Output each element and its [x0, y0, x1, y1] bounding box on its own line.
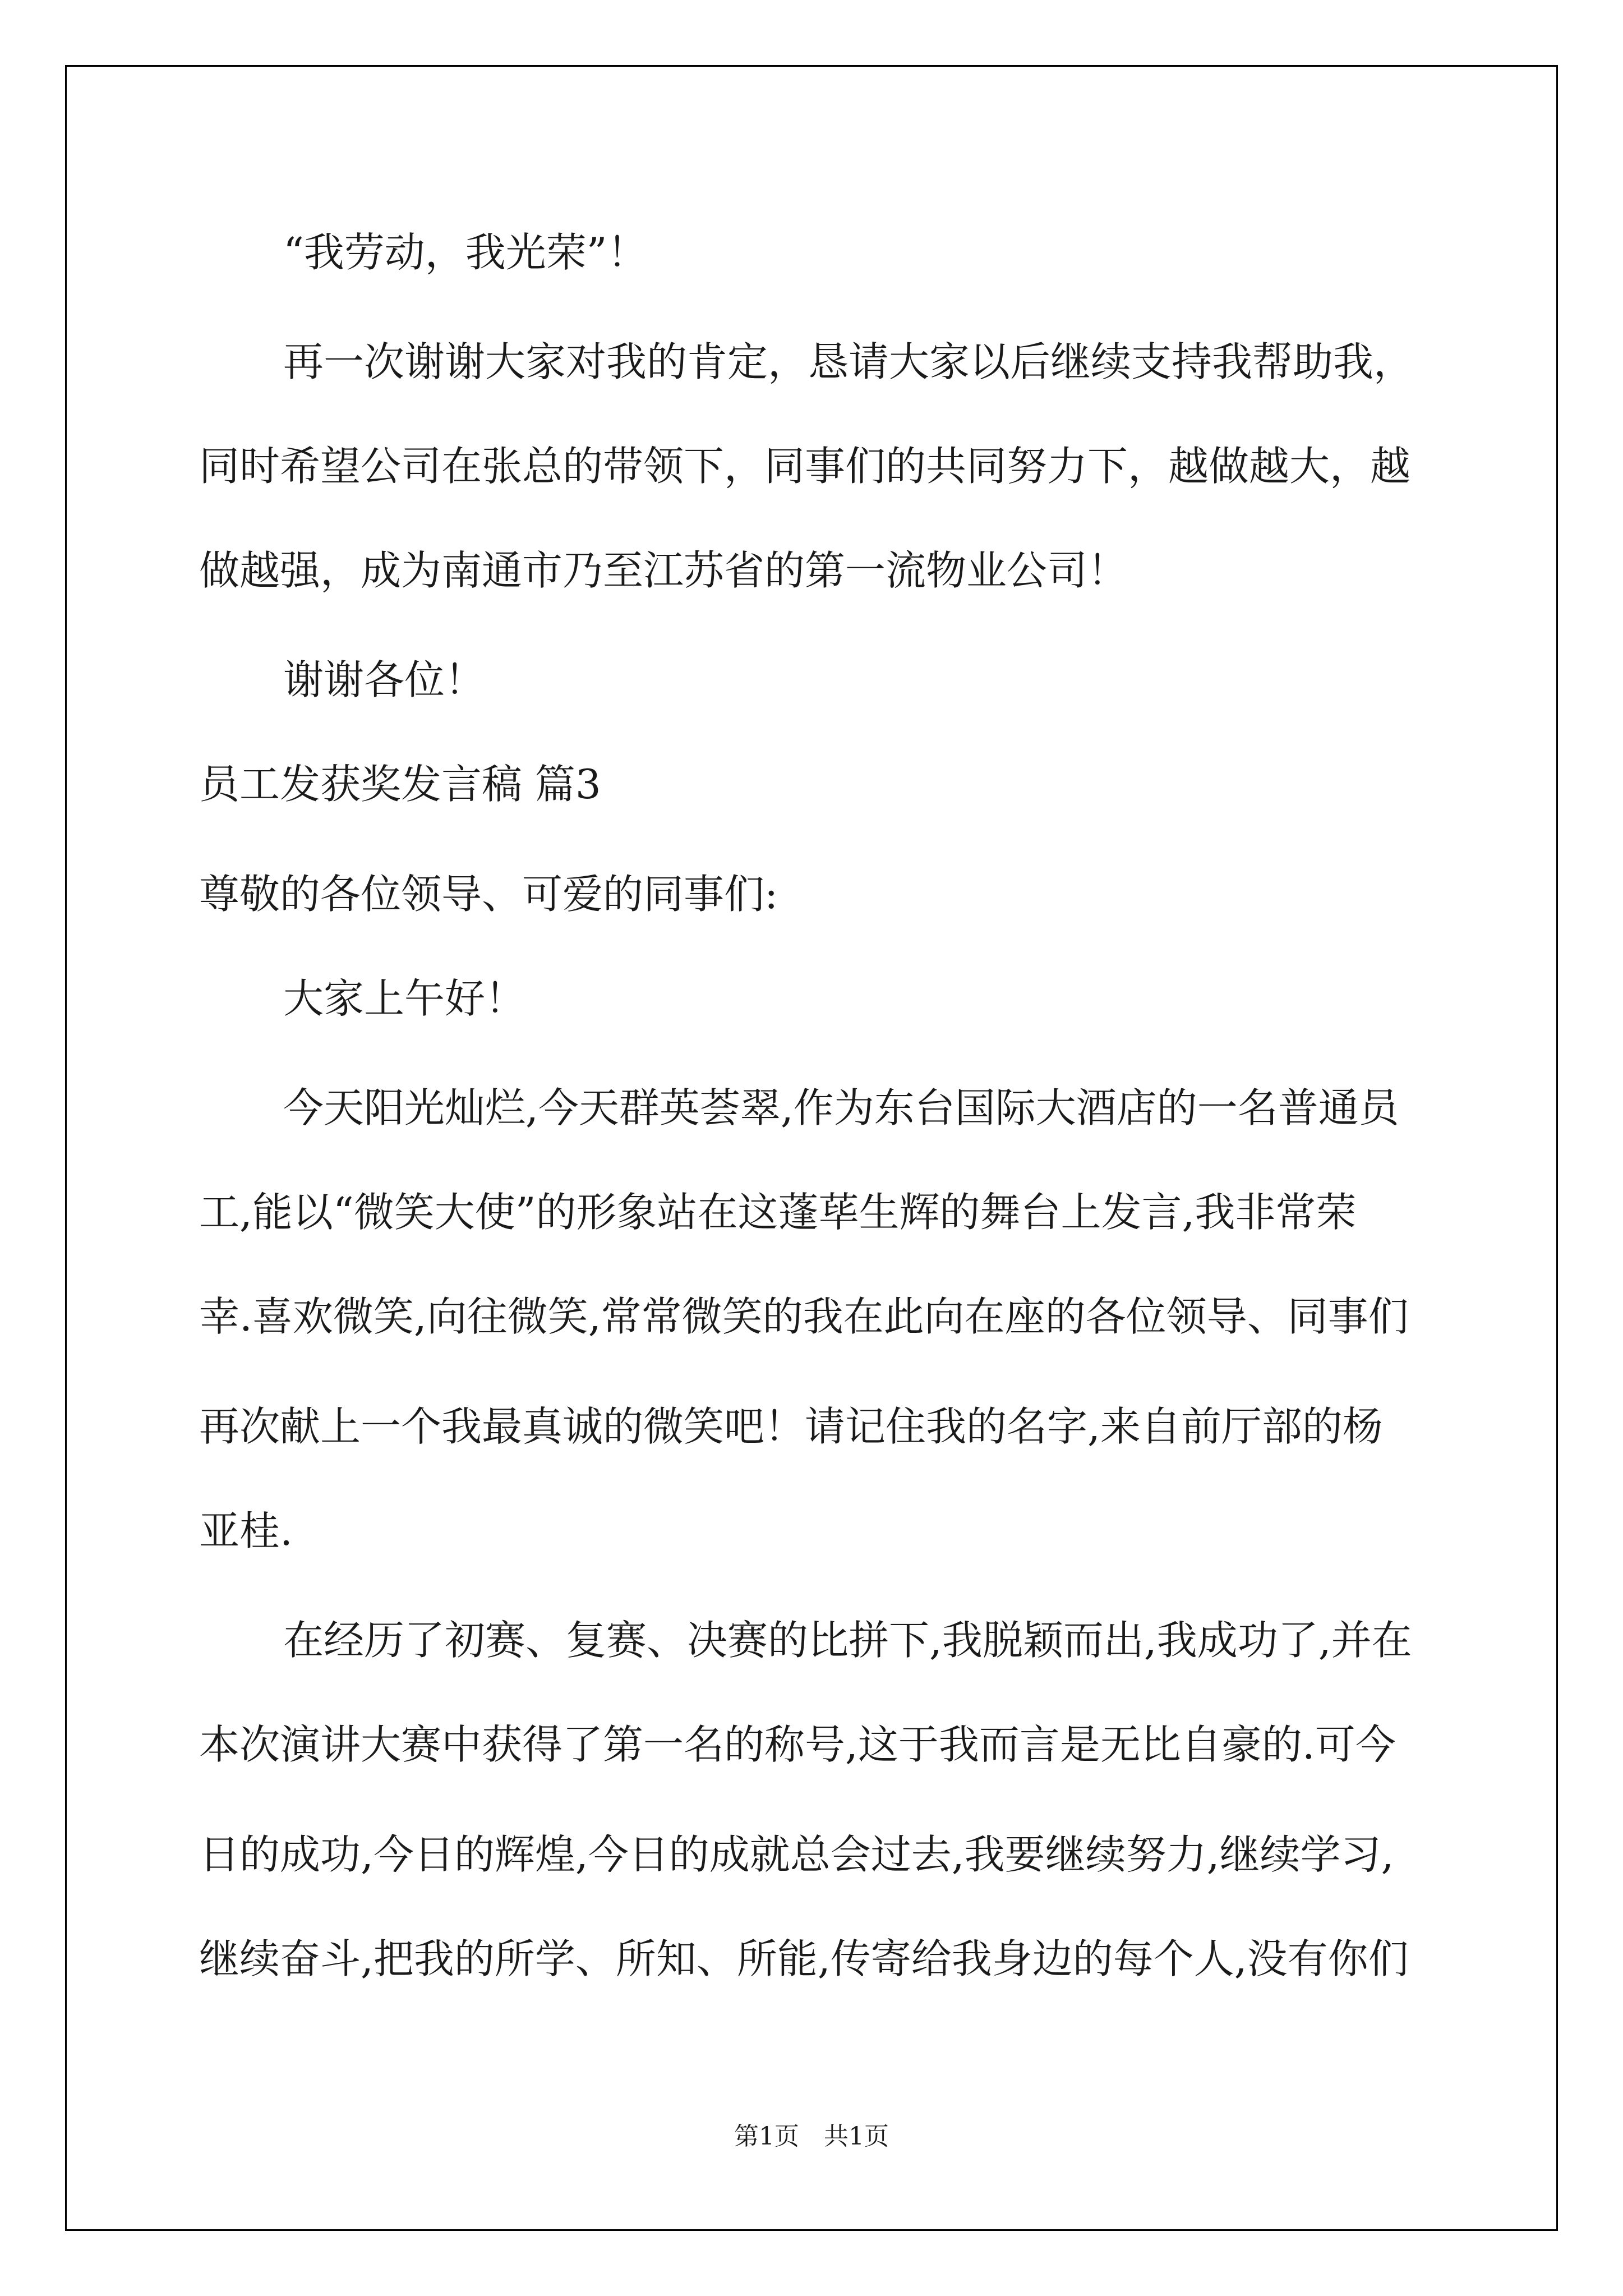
paragraph-line: 在经历了初赛、复赛、决赛的比拼下,我脱颖而出,我成功了,并在 [283, 1617, 1412, 1664]
section-heading: 员工发获奖发言稿 篇3 [199, 761, 601, 808]
paragraph-line: “我劳动，我光荣”！ [283, 229, 648, 276]
paragraph-line: 同时希望公司在张总的带领下，同事们的共同努力下，越做越大，越 [199, 443, 1411, 490]
paragraph-line: 再次献上一个我最真诚的微笑吧！请记住我的名字,来自前厅部的杨 [199, 1403, 1383, 1450]
greeting: 大家上午好！ [283, 975, 526, 1022]
page-number: 第1页 共1页 [734, 2122, 889, 2151]
salutation: 尊敬的各位领导、可爱的同事们: [199, 871, 778, 918]
paragraph-line: 日的成功,今日的辉煌,今日的成就总会过去,我要继续努力,继续学习, [199, 1831, 1394, 1878]
paragraph-line: 继续奋斗,把我的所学、所知、所能,传寄给我身边的每个人,没有你们 [199, 1935, 1409, 1982]
paragraph-line: 幸.喜欢微笑,向往微笑,常常微笑的我在此向在座的各位领导、同事们 [199, 1293, 1409, 1340]
paragraph-line: 本次演讲大赛中获得了第一名的称号,这于我而言是无比自豪的.可今 [199, 1721, 1396, 1768]
paragraph-line: 工,能以“微笑大使”的形象站在这蓬荜生辉的舞台上发言,我非常荣 [199, 1189, 1357, 1236]
paragraph-line: 亚桂. [199, 1507, 293, 1554]
paragraph-line: 做越强，成为南通市乃至江苏省的第一流物业公司！ [199, 547, 1128, 594]
paragraph-line: 谢谢各位！ [283, 656, 486, 703]
paragraph-line: 今天阳光灿烂,今天群英荟翠,作为东台国际大酒店的一名普通员 [283, 1084, 1399, 1131]
paragraph-line: 再一次谢谢大家对我的肯定，恳请大家以后继续支持我帮助我， [283, 338, 1414, 385]
